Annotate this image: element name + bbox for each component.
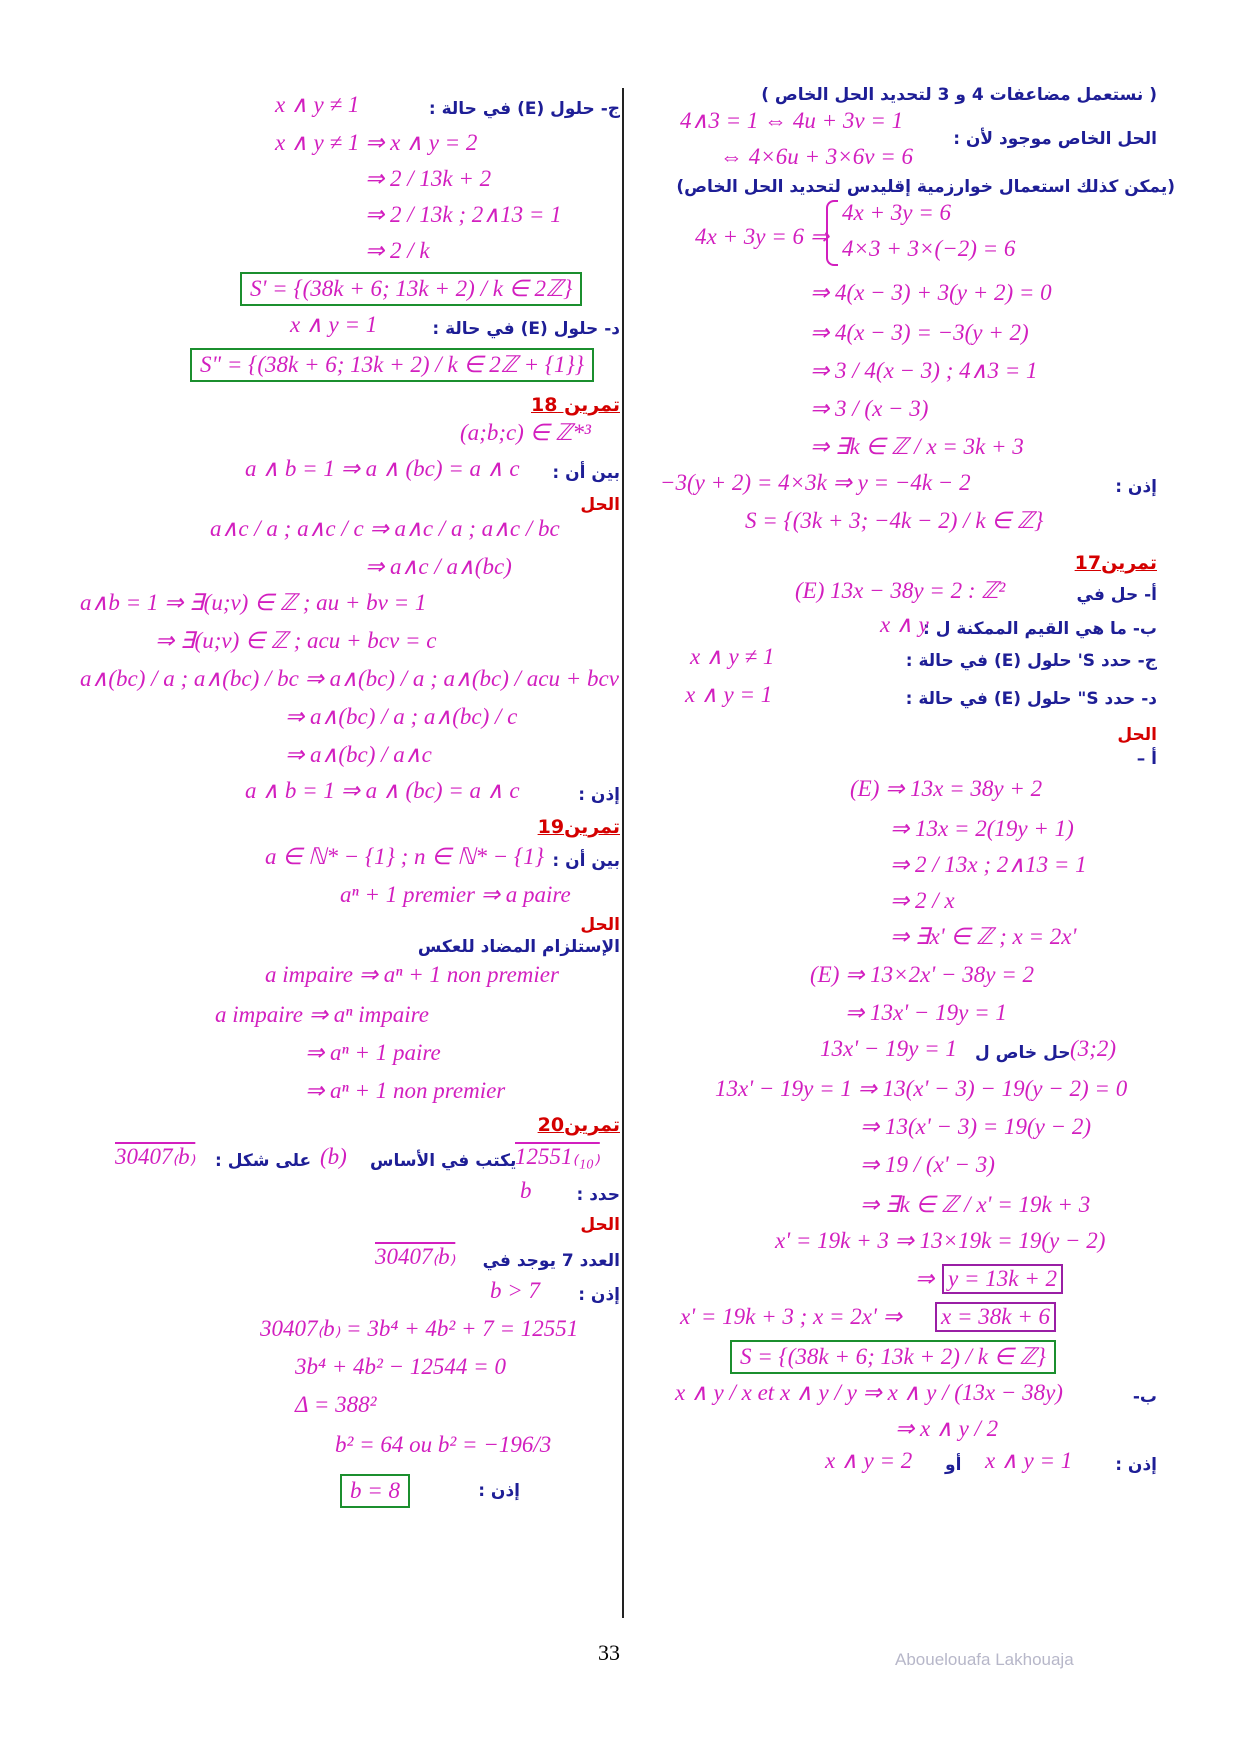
part-b-label: ب-	[1132, 1387, 1157, 1407]
equation-e: (E) 13x − 38y = 2 : ℤ²	[795, 578, 1006, 603]
math-line: ⇒ 3 / (x − 3)	[810, 396, 929, 421]
math-line: (b)	[320, 1144, 347, 1169]
determine-label: حدد :	[576, 1185, 620, 1205]
math-line: ⇒ 4(x − 3) = −3(y + 2)	[810, 320, 1029, 345]
math-line: a ∈ ℕ* − {1} ; n ∈ ℕ* − {1}	[265, 844, 544, 869]
method-label: الإستلزام المضاد للعكس	[417, 937, 620, 957]
math-line: ⇒ 3 / 4(x − 3) ; 4∧3 = 1	[810, 358, 1038, 383]
particular-solution-text: حل خاص ل	[975, 1043, 1071, 1063]
conclusion-label: إذن :	[1115, 1455, 1157, 1475]
math-line: a∧b = 1 ⇒ ∃(u;v) ∈ ℤ ; au + bv = 1	[80, 590, 427, 615]
math-line: ⇒ 13x = 2(19y + 1)	[890, 816, 1074, 841]
math-line: a impaire ⇒ aⁿ impaire	[215, 1002, 429, 1027]
math-line: ⇒ 2 / 13k + 2	[365, 166, 492, 191]
math-line: ⇒ ∃(u;v) ∈ ℤ ; acu + bcv = c	[155, 628, 437, 653]
math-line: ⇒ 2 / 13k ; 2∧13 = 1	[365, 202, 562, 227]
left-column	[75, 82, 620, 1632]
math-line: ⇒ 2 / x	[890, 888, 955, 913]
math-line: ⇒ ∃k ∈ ℤ / x' = 19k + 3	[860, 1192, 1091, 1217]
text-line: العدد 7 يوجد في	[482, 1251, 620, 1271]
part-a-label: أ –	[1136, 749, 1157, 769]
math-line: ⇒ 13x' − 19y = 1	[845, 1000, 1007, 1025]
math-line: x ∧ y	[880, 612, 929, 637]
system-eq-1: 4x + 3y = 6	[842, 200, 951, 225]
conclusion-label: إذن :	[1115, 477, 1157, 497]
math-line: ⇒ ∃k ∈ ℤ / x = 3k + 3	[810, 434, 1024, 459]
math-line: 3b⁴ + 4b² − 12544 = 0	[295, 1354, 506, 1379]
exercise-19-title: تمرين19	[537, 816, 620, 838]
math-line: x ∧ y = 1	[290, 312, 378, 337]
system-brace	[826, 200, 838, 266]
conclusion-label: إذن :	[478, 1481, 520, 1501]
math-line: ⇒ a∧(bc) / a∧c	[285, 742, 432, 767]
math-line: ⇒ 4(x − 3) + 3(y + 2) = 0	[810, 280, 1052, 305]
boxed-s-double-prime: S" = {(38k + 6; 13k + 2) / k ∈ 2ℤ + {1}}	[190, 348, 594, 382]
exercise-18-title: تمرين 18	[531, 394, 620, 416]
conclusion-label: إذن :	[578, 1285, 620, 1305]
math-line: −3(y + 2) = 4×3k ⇒ y = −4k − 2	[660, 470, 971, 495]
math-line: ⇒ 13(x' − 3) = 19(y − 2)	[860, 1114, 1092, 1139]
solution-heading: الحل	[580, 915, 620, 935]
boxed-b-value: b = 8	[340, 1474, 410, 1508]
math-line: 13x' − 19y = 1 ⇒ 13(x' − 3) − 19(y − 2) = 0	[715, 1076, 1128, 1101]
boxed-x: x = 38k + 6	[935, 1302, 1056, 1332]
math-line: x ∧ y ≠ 1	[275, 92, 360, 117]
particular-solution-pair: (3;2)	[1070, 1036, 1116, 1061]
prove-label: بين أن :	[552, 851, 620, 871]
conclusion-label: إذن :	[578, 785, 620, 805]
math-line: x ∧ y = 1	[985, 1448, 1073, 1473]
question-c-label: ج- حدد S' حلول (E) في حالة :	[905, 651, 1157, 671]
math-line: a impaire ⇒ aⁿ + 1 non premier	[265, 962, 559, 987]
number-base-10: 12551₍₁₀₎	[515, 1144, 600, 1169]
math-line: ⇔ 4×6u + 3×6v = 6	[720, 144, 914, 169]
math-line: x ∧ y ≠ 1 ⇒ x ∧ y = 2	[275, 130, 478, 155]
math-line: 4x + 3y = 6 ⇒	[695, 224, 829, 249]
math-line: x ∧ y = 2	[825, 1448, 913, 1473]
math-line: (E) ⇒ 13×2x' − 38y = 2	[810, 962, 1035, 987]
solution-heading: الحل	[580, 495, 620, 515]
math-line: 13x' − 19y = 1	[820, 1036, 957, 1061]
math-line: ⇒ a∧(bc) / a ; a∧(bc) / c	[285, 704, 518, 729]
exercise-17-title: تمرين17	[1074, 552, 1157, 574]
text-line: الحل الخاص موجود لأن :	[953, 129, 1157, 149]
math-line: ⇒ aⁿ + 1 non premier	[305, 1078, 506, 1103]
math-line: ⇒ 19 / (x' − 3)	[860, 1152, 995, 1177]
math-line: ⇒ 2 / k	[365, 238, 430, 263]
note-line: ( نستعمل مضاعفات 4 و 3 لتحديد الحل الخاص )	[761, 85, 1157, 105]
question-d-label: د- حلول (E) في حالة :	[432, 319, 620, 339]
math-line: a∧c / a ; a∧c / c ⇒ a∧c / a ; a∧c / bc	[210, 516, 560, 541]
text-line: على شكل :	[215, 1151, 312, 1171]
math-line: aⁿ + 1 premier ⇒ a paire	[340, 882, 571, 907]
math-line: ⇒ a∧c / a∧(bc)	[365, 554, 512, 579]
solution-heading: الحل	[580, 1215, 620, 1235]
math-line: ⇒	[915, 1266, 935, 1291]
math-line: x ∧ y = 1	[685, 682, 773, 707]
math-line: a ∧ b = 1 ⇒ a ∧ (bc) = a ∧ c	[245, 778, 520, 803]
math-line: x' = 19k + 3 ; x = 2x' ⇒	[680, 1304, 902, 1329]
math-line: x' = 19k + 3 ⇒ 13×19k = 19(y − 2)	[775, 1228, 1106, 1253]
exercise-20-title: تمرين20	[537, 1114, 620, 1136]
note-line: (يمكن كذلك استعمال خوارزمية إقليدس لتحديد الحل الخاص)	[676, 177, 1175, 197]
number-base-b: 30407₍b₎	[115, 1144, 196, 1169]
question-a-label: أ- حل في	[1076, 585, 1157, 605]
column-divider	[622, 88, 624, 1618]
text-line: يكتب في الأساس	[370, 1151, 517, 1171]
math-line: b² = 64 ou b² = −196/3	[335, 1432, 552, 1457]
boxed-y: y = 13k + 2	[942, 1264, 1063, 1294]
math-line: (E) ⇒ 13x = 38y + 2	[850, 776, 1043, 801]
math-line: ⇒ x ∧ y / 2	[895, 1416, 999, 1441]
solution-heading: الحل	[1117, 725, 1157, 745]
prove-label: بين أن :	[552, 463, 620, 483]
math-line: a ∧ b = 1 ⇒ a ∧ (bc) = a ∧ c	[245, 456, 520, 481]
math-line: x ∧ y ≠ 1	[690, 644, 775, 669]
math-line: b > 7	[490, 1278, 541, 1303]
solution-set: S = {(3k + 3; −4k − 2) / k ∈ ℤ}	[745, 508, 1044, 533]
number-base-b: 30407₍b₎	[375, 1244, 456, 1269]
math-line: Δ = 388²	[295, 1392, 377, 1417]
math-line: a∧(bc) / a ; a∧(bc) / bc ⇒ a∧(bc) / a ; a∧(bc) / acu + bcv	[80, 666, 619, 691]
system-eq-2: 4×3 + 3×(−2) = 6	[842, 236, 1016, 261]
math-line: (a;b;c) ∈ ℤ*³	[460, 420, 591, 445]
question-d-label: د- حدد S" حلول (E) في حالة :	[905, 689, 1157, 709]
math-line: x ∧ y / x et x ∧ y / y ⇒ x ∧ y / (13x − 38y)	[675, 1380, 1063, 1405]
question-b-label: ب- ما هي القيم الممكنة ل :	[923, 619, 1157, 639]
math-line: 4∧3 = 1 ⇔ 4u + 3v = 1	[680, 108, 904, 133]
or-word: أو	[945, 1455, 962, 1475]
author-watermark: Abouelouafa Lakhouaja	[895, 1650, 1074, 1669]
question-c-label: ج- حلول (E) في حالة :	[428, 99, 620, 119]
math-line: ⇒ 2 / 13x ; 2∧13 = 1	[890, 852, 1087, 877]
math-line: 30407₍b₎ = 3b⁴ + 4b² + 7 = 12551	[260, 1316, 579, 1341]
boxed-s-prime: S' = {(38k + 6; 13k + 2) / k ∈ 2ℤ}	[240, 272, 582, 306]
boxed-solution-set: S = {(38k + 6; 13k + 2) / k ∈ ℤ}	[730, 1340, 1056, 1374]
math-line: b	[520, 1178, 532, 1203]
page-number: 33	[598, 1640, 620, 1665]
math-line: ⇒ ∃x' ∈ ℤ ; x = 2x'	[890, 924, 1077, 949]
right-column	[630, 82, 1175, 1632]
math-line: ⇒ aⁿ + 1 paire	[305, 1040, 441, 1065]
